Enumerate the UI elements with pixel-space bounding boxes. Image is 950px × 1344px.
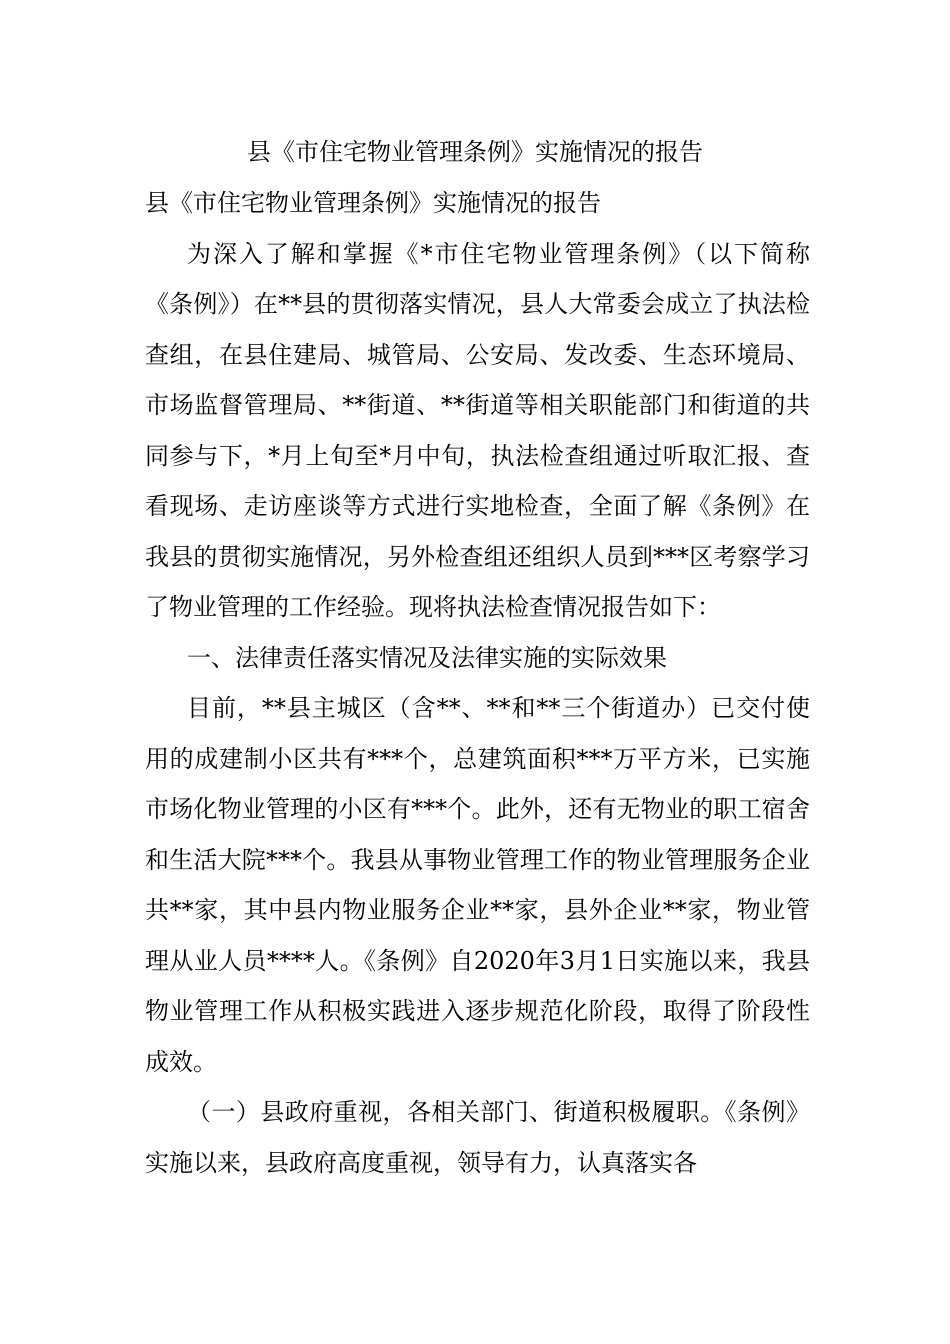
section-heading: 一、法律责任落实情况及法律实施的实际效果 — [187, 643, 667, 672]
paragraph-status: 目前，**县主城区（含**、**和**三个街道办）已交付使用的成建制小区共有***个，总建筑面积***万平方米，已实施市场化物业管理的小区有***个。此外，还有无物业的职工宿舍和生活大院***个。我县从事物业管理工作的物业管理服务企业共**家，其中县内物业服务企业**家，县外企业**家，物业管理从业人员****人。《条例》自2020年3月1日实施以来，我县物业管理工作从积极实践进入逐步规范化阶段，取得了阶段性成效。 — [145, 694, 810, 1076]
document-body — [145, 178, 810, 1188]
document-subtitle: 县《市住宅物业管理条例》实施情况的报告 — [145, 189, 601, 217]
document-title: 县《市住宅物业管理条例》实施情况的报告 — [247, 138, 703, 166]
paragraph-intro: 为深入了解和掌握《*市住宅物业管理条例》（以下简称《条例》）在**县的贯彻落实情况，县人大常委会成立了执法检查组，在县住建局、城管局、公安局、发改委、生态环境局、市场监督管理局、**街道、**街道等相关职能部门和街道的共同参与下，*月上旬至*月中旬，执法检查组通过听取汇报、查看现场、走访座谈等方式进行实地检查，全面了解《条例》在我县的贯彻实施情况，另外检查组还组织人员到***区考察学习了物业管理的工作经验。现将执法检查情况报告如下： — [145, 239, 810, 621]
paragraph-subsection-1: （一）县政府重视，各相关部门、街道积极履职。《条例》实施以来，县政府高度重视，领导有力，认真落实各 — [145, 1098, 810, 1177]
